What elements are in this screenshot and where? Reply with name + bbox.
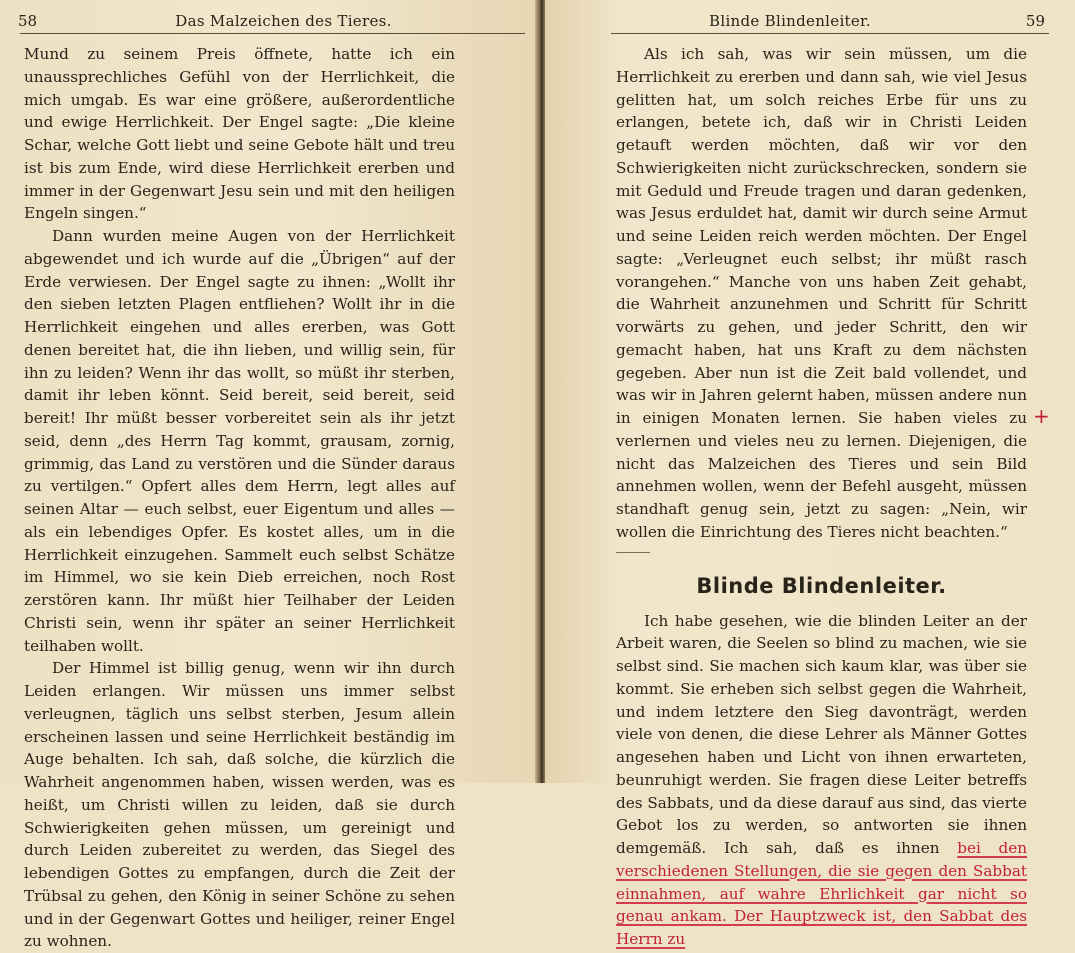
left-paragraph-3: Der Himmel ist billig genug, wenn wir ihn durch Leiden erlangen. Wir müssen uns immer selbst verleugnen, täglich uns selbst sterben, Jesum allein erscheinen lassen und seine Herrlichkeit beständig im Auge behalten. Ich sah, daß solche, die kürzlich die Wahrheit angenommen haben, wissen werden, was es heißt, um Christi willen zu leiden, daß sie durch Schwierigkeiten gehen müssen, um gereinigt und durch Leiden zubereitet zu werden, das Siegel des lebendigen Gottes zu empfangen, durch die Zeit der Trübsal zu gehen, den König in seiner Schöne zu sehen und in der Gegenwart Gottes und heiliger, reiner Engel zu wohnen. xyxy=(24,659,455,951)
left-page-number: 58 xyxy=(18,12,38,30)
left-running-title: Das Malzeichen des Tieres. xyxy=(175,12,392,30)
section-text: Ich habe gesehen, wie die blinden Leiter an der Arbeit waren, die Seelen so blind zu machen, wie sie selbst sind. Sie machen sich kaum klar, was über sie kommt. Sie erheben sich selbst gegen die Wahrheit, und indem letztere den Sieg davonträgt, werden viele von denen, die diese Lehrer als Männer Gottes angesehen haben und Licht von ihnen erwarteten, beunruhigt werden. Sie fragen diese Leiter betreffs des Sabbats, und da diese darauf aus sind, das vierte Gebot los zu werden, so antworten sie ihnen demgemäß. Ich sah, daß es ihnen xyxy=(616,611,1027,857)
margin-pen-mark: + xyxy=(1033,404,1050,428)
left-paragraph-2: Dann wurden meine Augen von der Herrlichkeit abgewendet und ich wurde auf die „Übrigen“ auf der Erde verwiesen. Der Engel sagte zu ihnen: „Wollt ihr den sieben letzten Plagen entfliehen? Wollt ihr in die Herrlichkeit eingehen und alles ererben, was Gott denen bereitet hat, die ihn lieben, und willig sein, für ihn zu leiden? Wenn ihr das wollt, so müßt ihr sterben, damit ihr leben könnt. Seid bereit, seid bereit, seid bereit! Ihr müßt besser vorbereitet sein als ihr jetzt seid, denn „des Herrn Tag kommt, grausam, zornig, grimmig, das Land zu verstören und die Sünder daraus zu vertilgen.“ Opfert alles dem Herrn, legt alles auf seinen Altar — euch selbst, euer Eigentum und alles — als ein lebendiges Opfer. Es kostet alles, um in die Herrlichkeit einzugehen. Sammelt euch selbst Schätze im Himmel, wo sie kein Dieb erreichen, noch Rost zerstören kann. Ihr müßt hier Teilhaber der Leiden Christi sein, wenn ihr später an seiner Herrlichkeit teilhaben wollt. xyxy=(24,227,455,655)
left-header-rule xyxy=(20,33,525,34)
left-page xyxy=(0,0,537,951)
right-page xyxy=(545,0,1075,948)
right-page-number: 59 xyxy=(1025,12,1045,30)
right-running-title: Blinde Blindenleiter. xyxy=(709,12,871,30)
left-page-header xyxy=(0,8,537,32)
right-page-header xyxy=(545,8,1075,32)
right-header-rule xyxy=(611,33,1049,34)
section-heading: Blinde Blindenleiter. xyxy=(696,573,947,598)
left-page-body xyxy=(24,43,455,953)
left-paragraph-1: Mund zu seinem Preis öffnete, hatte ich ein unaussprechliches Gefühl von der Herrlichkeit, die mich umgab. Es war eine größere, außerordentliche und ewige Herrlichkeit. Der Engel sagte: „Die kleine Schar, welche Gott liebt und seine Gebote hält und treu ist bis zum Ende, wird diese Herrlichkeit ererben und immer in der Gegenwart Jesu sein und mit den heiligen Engeln singen.“ xyxy=(24,45,455,223)
right-page-body xyxy=(616,43,1027,951)
section-paragraph xyxy=(616,610,1027,951)
section-divider xyxy=(616,552,650,553)
right-paragraph-1: Als ich sah, was wir sein müssen, um die Herrlichkeit zu ererben und dann sah, wie viel Jesus gelitten hat, um solch reiches Erbe für uns zu erlangen, betete ich, daß wir in Christi Leiden getauft werden möchten, daß wir vor den Schwierigkeiten nicht zurückschrecken, sondern sie mit Geduld und Freude tragen und daran gedenken, was Jesus erduldet hat, damit wir durch seine Armut und seine Leiden reich werden möchten. Der Engel sagte: „Verleugnet euch selbst; ihr müßt rasch vorangehen.“ Manche von uns haben Zeit gehabt, die Wahrheit anzunehmen und Schritt für Schritt vorwärts zu gehen, und jeder Schritt, den wir gemacht haben, hat uns Kraft zu dem nächsten gegeben. Aber nun ist die Zeit bald vollendet, und was wir in Jahren gelernt haben, müssen andere nun in einigen Monaten lernen. Sie haben vieles zu verlernen und vieles neu zu lernen. Diejenigen, die nicht das Malzeichen des Tieres und sein Bild annehmen wollen, wenn der Befehl ausgeht, müssen standhaft genug sein, jetzt zu sagen: „Nein, wir wollen die Einrichtung des Tieres nicht beachten.“ xyxy=(616,45,1027,541)
pen-underlined-text: bei den verschiedenen Stellungen, die sie gegen den Sabbat einnahmen, auf wahre Ehrlichkeit gar nicht so genau ankam. Der Hauptzweck ist, den Sabbat des Herrn zu xyxy=(616,839,1028,948)
